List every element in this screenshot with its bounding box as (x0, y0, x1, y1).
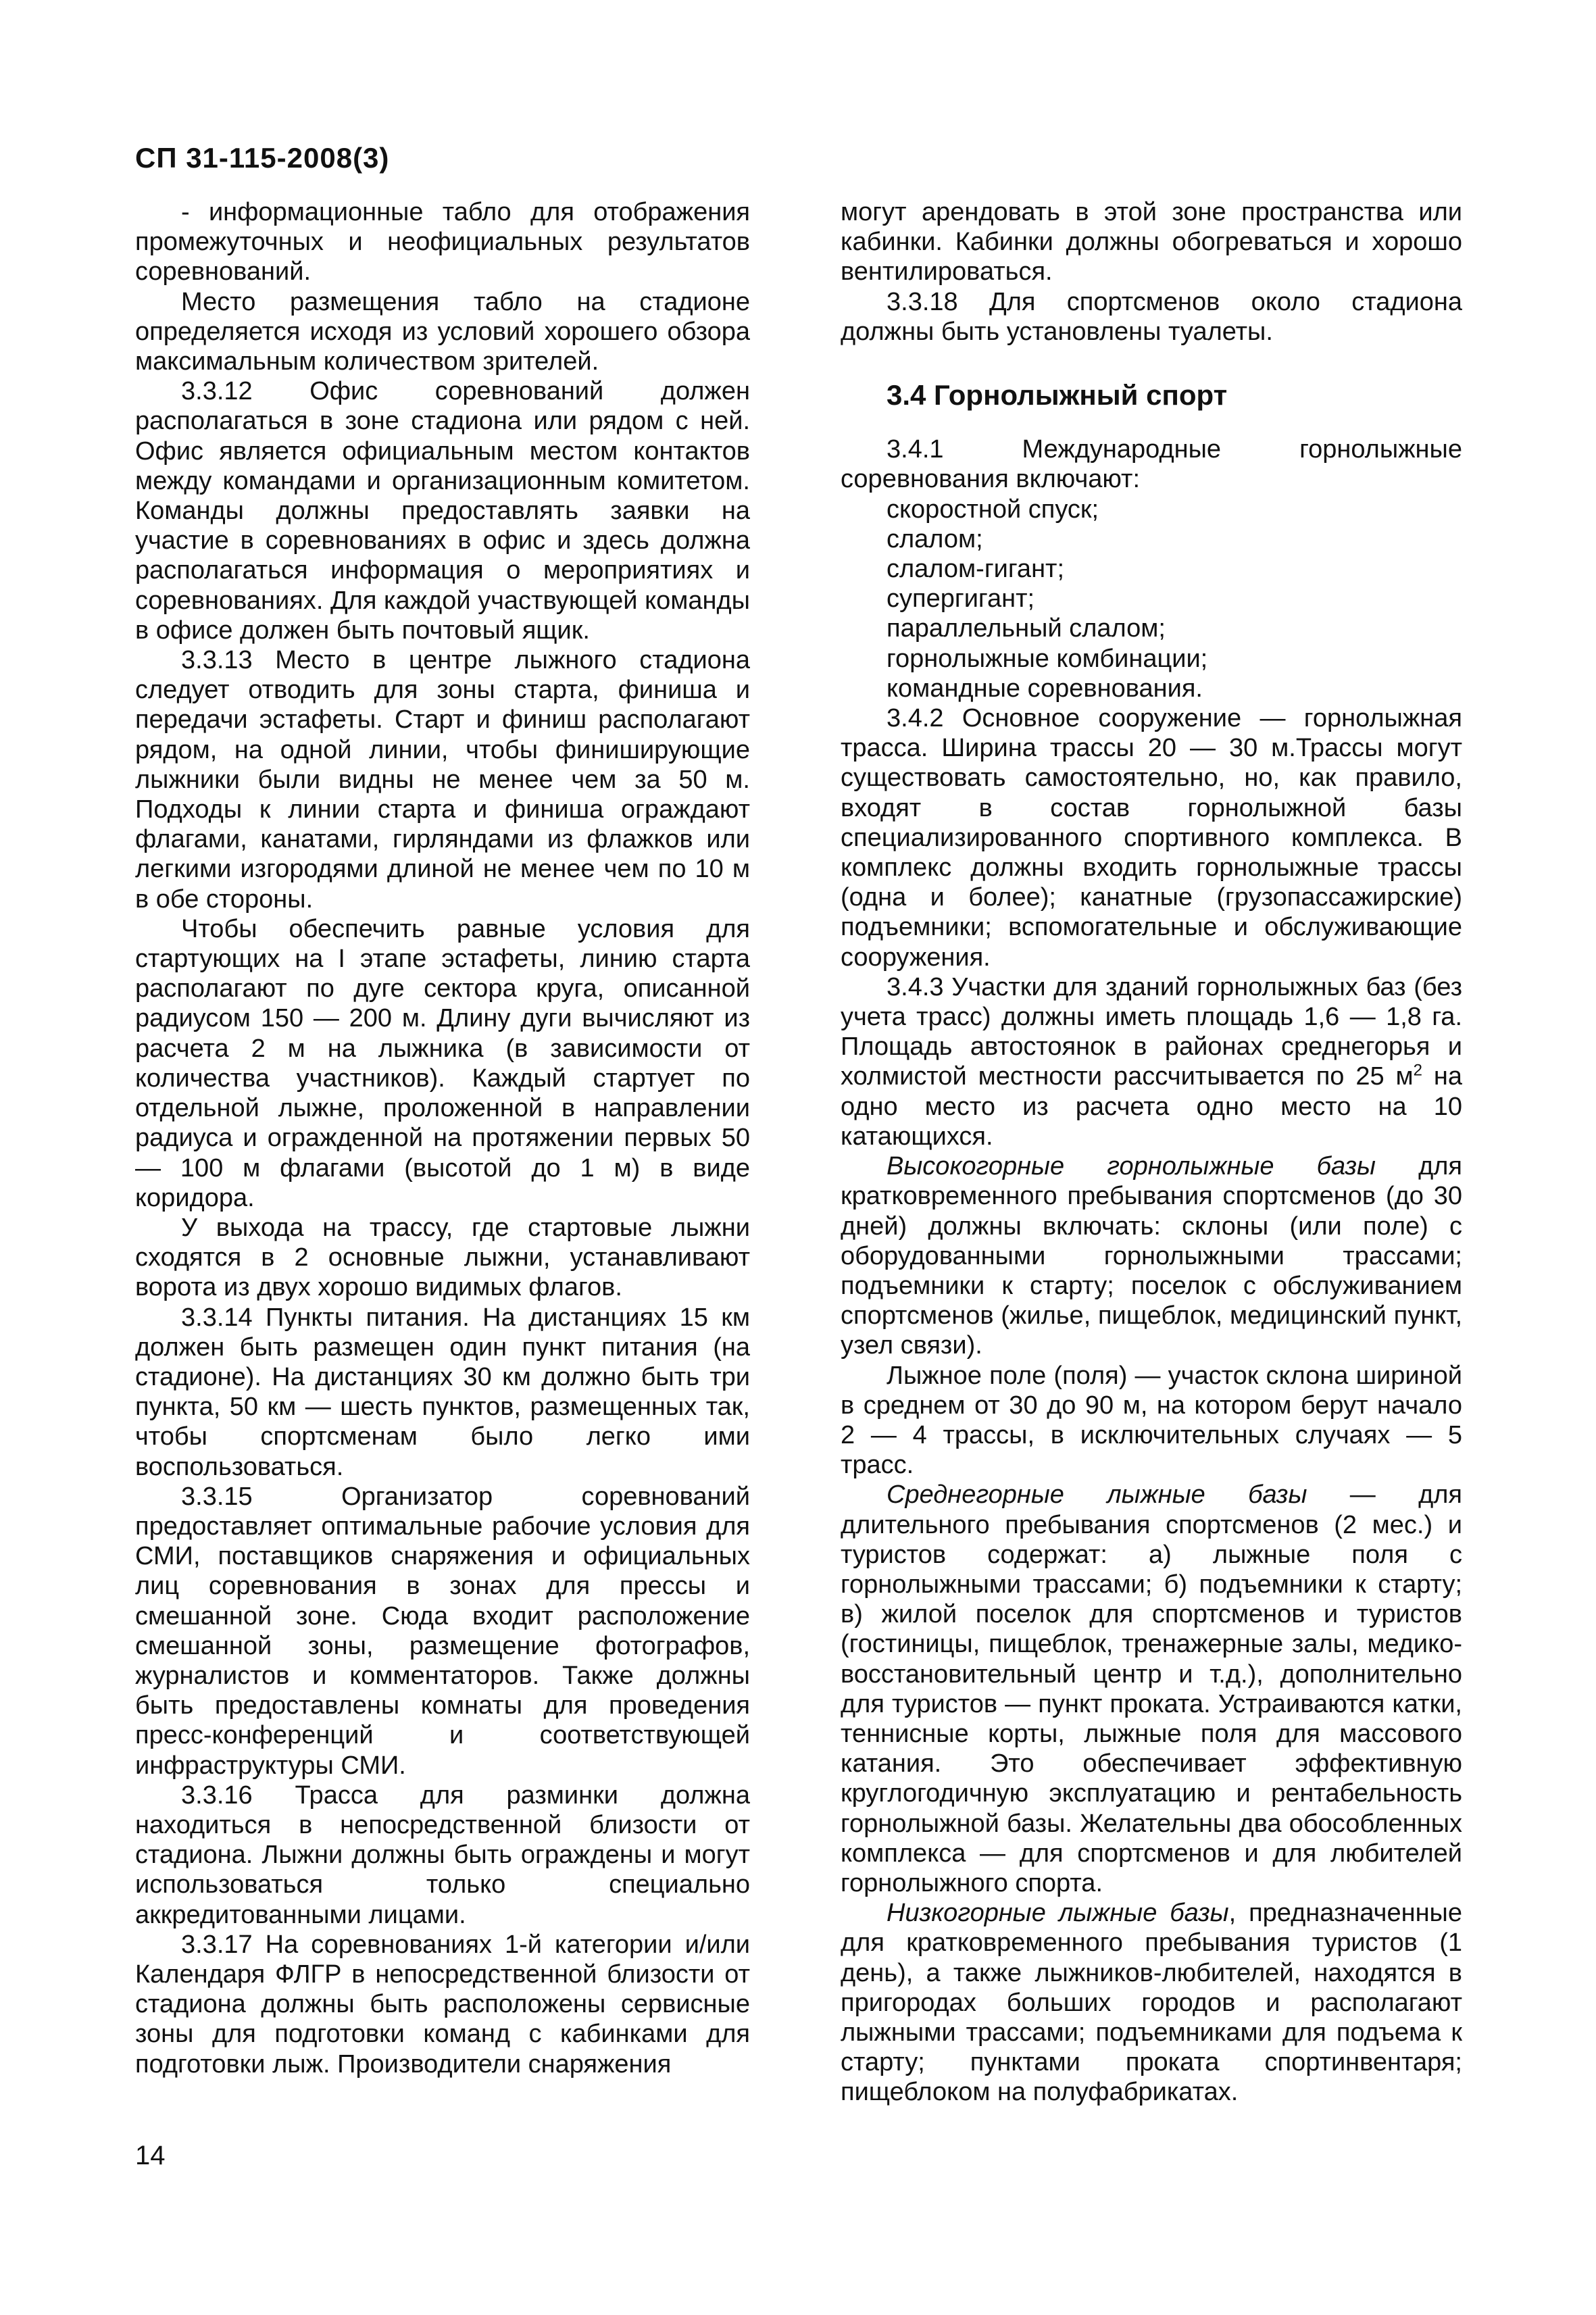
paragraph-continuation: могут арендовать в этой зоне пространства или кабинки. Кабинки должны обогреваться и хорошо вентилироваться. (841, 198, 1462, 287)
term-italic: Низкогорные лыжные базы (887, 1899, 1229, 1928)
paragraph: - информационные табло для отображения промежуточных и неофициальных результатов соревнований. (135, 198, 750, 287)
paragraph-3-4-3 (841, 972, 1462, 1151)
paragraph-ski-field: Лыжное поле (поля) — участок склона шириной в среднем от 30 до 90 м, на котором берут начало 2 — 4 трассы, в исключительных случаях — 5 трасс. (841, 1361, 1462, 1480)
text-span: — для длительного пребывания спортсменов (2 мес.) и туристов содержат: а) лыжные поля с горнолыжными трассами; б) подъемники к старту; в) жилой поселок для спортсменов и туристов (гостиницы, пищеблок, тренажерные залы, медико-восстановительный центр и т.д.), дополнительно для туристов — пункт проката. Устраиваются катки, теннисные корты, лыжные поля для массового катания. Это обеспечивает эффективную круглогодичную эксплуатацию и рентабельность горнолыжной базы. Желательны два обособленных комплекса — для спортсменов и для любителей горнолыжного спорта. (841, 1480, 1462, 1897)
page-number: 14 (135, 2141, 166, 2170)
list-item: горнолыжные комбинации; (887, 644, 1208, 673)
paragraph-high-mountain (841, 1151, 1462, 1360)
section-title: 3.4 Горнолыжный спорт (887, 379, 1228, 412)
text-span: , предназначенные для кратковременного пребывания туристов (1 день), а также лыжников-любителей, находятся в пригородах больших городов и располагают лыжными трассами; подъемниками для подъема к старту; пунктами проката спортинвентаря; пищеблоком на полуфабрикатах. (841, 1899, 1462, 2107)
superscript: 2 (1413, 1061, 1422, 1080)
list-item: командные соревнования. (887, 674, 1203, 703)
paragraph-3-3-13: 3.3.13 Место в центре лыжного стадиона следует отводить для зоны старта, финиша и передачи эстафеты. Старт и финиш располагают рядом, на одной линии, чтобы финиширующие лыжники были видны не менее чем за 50 м. Подходы к линии старта и финиша ограждают флагами, канатами, гирляндами из флажков или легкими изгородями длиной не менее чем по 10 м в обе стороны. (135, 646, 750, 914)
text-span: для кратковременного пребывания спортсменов (до 30 дней) должны включать: склоны (или поле) с оборудованными горнолыжными трассами; подъемники к старту; поселок с обслуживанием спортсменов (жилье, пищеблок, медицинский пункт, узел связи). (841, 1152, 1463, 1360)
left-column (135, 197, 750, 2079)
paragraph: У выхода на трассу, где стартовые лыжни сходятся в 2 основные лыжни, устанавливают ворота из двух хорошо видимых флагов. (135, 1213, 750, 1302)
paragraph-low-mountain (841, 1898, 1462, 2107)
paragraph-3-3-14: 3.3.14 Пункты питания. На дистанциях 15 км должен быть размещен один пункт питания (на стадионе). На дистанциях 30 км должно быть три пункта, 50 км — шесть пунктов, размещенных так, чтобы спортсменам было легко ими воспользоваться. (135, 1303, 750, 1481)
paragraph: Место размещения табло на стадионе определяется исходя из условий хорошего обзора максимальным количеством зрителей. (135, 287, 750, 376)
list-item: параллельный слалом; (887, 614, 1166, 643)
list-item: скоростной спуск; (887, 495, 1099, 524)
paragraph-3-4-2: 3.4.2 Основное сооружение — горнолыжная трасса. Ширина трассы 20 — 30 м.Трассы могут существовать самостоятельно, но, как правило, входят в состав горнолыжной базы специализированного спортивного комплекса. В комплекс должны входить горнолыжные трассы (одна и более); канатные (грузопассажирские) подъемники; вспомогательные и обслуживающие сооружения. (841, 704, 1462, 972)
paragraph-3-3-12: 3.3.12 Офис соревнований должен располагаться в зоне стадиона или рядом с ней. Офис является официальным местом контактов между командами и организационным комитетом. Команды должны предоставлять заявки на участие в соревнованиях в офис и здесь должна располагаться информация о мероприятиях и соревнованиях. Для каждой участвующей команды в офисе должен быть почтовый ящик. (135, 377, 750, 645)
paragraph-3-3-18: 3.3.18 Для спортсменов около стадиона должны быть установлены туалеты. (841, 287, 1462, 346)
list-item: слалом; (887, 524, 983, 553)
paragraph-3-4-1: 3.4.1 Международные горнолыжные соревнования включают: (841, 435, 1462, 494)
term-italic: Высокогорные горнолыжные базы (887, 1152, 1376, 1181)
paragraph-3-3-17: 3.3.17 На соревнованиях 1-й категории и/или Календаря ФЛГР в непосредственной близости от стадиона должны быть расположены сервисные зоны для подготовки команд с кабинками для подготовки лыж. Производители снаряжения (135, 1930, 750, 2078)
document-code: СП 31-115-2008(3) (135, 142, 390, 174)
paragraph: Чтобы обеспечить равные условия для стартующих на I этапе эстафеты, линию старта располагают по дуге сектора круга, описанной радиусом 150 — 200 м. Длину дуги вычисляют из расчета 2 м на лыжника (в зависимости от количества участников). Каждый стартует по отдельной лыжне, проложенной в направлении радиуса и огражденной на протяжении первых 50 — 100 м флагами (высотой до 1 м) в виде коридора. (135, 914, 750, 1212)
text-span: 3.4.3 Участки для зданий горнолыжных баз (без учета трасс) должны иметь площадь 1,6 — 1,8 га. Площадь автостоянок в районах среднегорья и холмистой местности рассчитывается по 25 м (841, 972, 1462, 1091)
paragraph-3-3-15: 3.3.15 Организатор соревнований предоставляет оптимальные рабочие условия для СМИ, поставщиков снаряжения и официальных лиц соревнования в зонах для прессы и смешанной зоне. Сюда входит расположение смешанной зоны, размещение фотографов, журналистов и комментаторов. Также должны быть предоставлены комнаты для проведения пресс-конференций и соответствующей инфраструктуры СМИ. (135, 1482, 750, 1780)
right-column (841, 197, 1462, 2108)
list-item: слалом-гигант; (887, 555, 1065, 584)
term-italic: Среднегорные лыжные базы (887, 1480, 1307, 1510)
text-span: на одно место из расчета одно место на 10 катающихся. (841, 1062, 1462, 1151)
list-item: супергигант; (887, 584, 1035, 614)
paragraph-mid-mountain (841, 1480, 1462, 1898)
paragraph-3-3-16: 3.3.16 Трасса для разминки должна находиться в непосредственной близости от стадиона. Лыжни должны быть ограждены и могут использоваться только специально аккредитованными лицами. (135, 1781, 750, 1929)
